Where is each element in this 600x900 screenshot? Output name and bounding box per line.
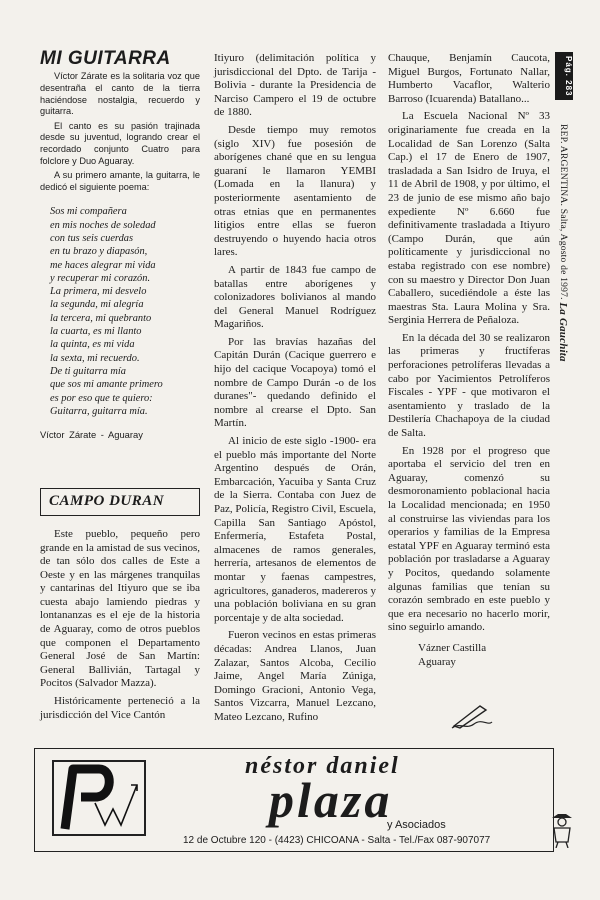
body-paragraph: La Escuela Nacional Nº 33 originariamente fue creada en la Localidad de San Lorenzo (Salta Cap.) el 17 de Enero de 1907, trasladada a San Isidro de Iruya, el 11 de Abril de 1908, y por último, el 23 de junio de ese mismo año bajo expediente Nº 6.660 fue definitivamente trasladada a Itiyuro (Campo Durán, que aún políticamente y jurisdiccional no estaba registrado con ese nombre) con su maestro y Director Don Juan Caballero, sucediéndole a éste las maestras Sta. Laura Molina y Sra. Serginia Herrera de Peñaloza. — [388, 110, 550, 327]
poem-line: la cuarta, es mi llanto — [50, 326, 142, 338]
poem-line: la sexta, mi recuerdo. — [50, 352, 140, 364]
poem-line: Guitarra, guitarra mía. — [50, 405, 148, 417]
ad-name-top: néstor daniel — [245, 753, 400, 779]
body-paragraph: Itiyuro (delimitación política y jurisdiccional del Dpto. de Tarija - Bolivia - durante la Presidencia de Narciso Campero el 19 de octubre de 1880. — [214, 52, 376, 119]
body-paragraph: Históricamente perteneció a la jurisdicción del Vice Cantón — [40, 695, 200, 721]
plaza-logo-icon — [51, 759, 147, 837]
article-body — [40, 528, 200, 722]
poem-line: La primera, mi desvelo — [50, 286, 147, 298]
poem-line: y recuperar mi corazón. — [50, 272, 151, 284]
masthead-title: La Gauchita — [557, 302, 569, 362]
masthead-line — [557, 124, 569, 362]
section-title-box — [40, 488, 200, 516]
body-paragraph: Este pueblo, pequeño pero grande en la amistad de sus vecinos, de tan sólo dos calles de Este a Oeste y en las márgenes tranquilas y cantarinas del Itiyuro que se iba cuesta abajo lamiendo piedras y lontananzas es el eje de la historia de Aguaray, como de otros pueblos que componen el Departamento General José de San Martín: General Ballivián, Tartagal y Pocitos (Salvador Mazza). — [40, 527, 200, 690]
masthead-prefix: REP. ARGENTINA. Salta, Agosto de 1997. — [558, 124, 569, 300]
signature-name: Vázner Castilla — [418, 641, 487, 654]
body-paragraph: Fueron vecinos en estas primeras décadas: Andrea Llanos, Juan Zalazar, Santos Alcoba, Cecilio Jaime, Angel María Zúniga, Domingo Gracioni, Antonio Vega, Santos Vizcarra, Manuel Lezcano, Mateo Lezcano, Rufino — [214, 629, 376, 723]
poem-line: en mis noches de soledad — [50, 219, 156, 231]
body-paragraph: En 1928 por el progreso que aportaba el servicio del tren en Aguaray, comenzó su desmoronamiento poblacional hacia la Localidad mencionada; en 1950 al construirse las viviendas para los operarios y familias de la Empresa estatal YPF en Aguaray terminó esta población por trasladarse a Aguaray y Pocitos, quedando solamente algunas familias que tenían su corazón sembrado en este pueblo y que era necesario no hacerlo morir, sino seguirlo amando. — [388, 444, 550, 634]
ad-address: 12 de Octubre 120 - (4423) CHICOANA - Salta - Tel./Fax 087-907077 — [183, 835, 491, 846]
intro-paragraph: El canto es su pasión trajinada desde su juventud, logrando crear el recordado conjunto Cuatro para folclore y Duo Aguaray. — [40, 120, 200, 166]
intro — [40, 71, 200, 193]
body-paragraph: Por las bravías hazañas del Capitán Durán (Cacique guerrero e hijo del cacique Vocapoya) tomó el nombre de Campo Durán -o de los duranes"- quedando definido el nombre al crearse el Dpto. San Martín. — [214, 335, 376, 430]
article-title: MI GUITARRA — [40, 48, 171, 69]
side-masthead — [555, 52, 575, 362]
poem-line: me haces alegrar mi vida — [50, 259, 156, 271]
gaucho-figure-icon — [548, 808, 576, 848]
signature-place: Aguaray — [418, 655, 456, 668]
page-number: Pág. 283 — [555, 52, 573, 100]
ad-subtitle: y Asociados — [387, 819, 446, 831]
poem-line: la quinta, es mi vida — [50, 339, 135, 351]
poem-line: es por eso que te quiero: — [50, 392, 153, 404]
ad-name-main: plaza — [269, 772, 393, 828]
column-3 — [388, 52, 550, 669]
intro-paragraph: A su primero amante, la guitarra, le dedicó el siguiente poema: — [40, 170, 200, 192]
poem-line: la tercera, mi quebranto — [50, 312, 152, 324]
poem-line: De ti guitarra mía — [50, 365, 126, 377]
pen-writing-icon — [450, 700, 494, 730]
body-paragraph: Al inicio de este siglo -1900- era el pueblo más importante del Norte Argentino después de Orán, Embarcación, Yacuiba y Santa Cruz de la Sierra. Contaba con Juez de Paz, Policía, Registro Civil, Escuela, Capilla San Santiago Apóstol, Enfermería, Estafeta Postal, almacenes de ramos generales, herrería, artesanos de elementos de montar y faenas campestres, agricultores, ganaderos, madereros y una población boliviana en su gran porcentaje y de alta sociedad. — [214, 435, 376, 624]
poem-line: en tu brazo y diapasón, — [50, 246, 148, 258]
intro-paragraph: Víctor Zárate es la solitaria voz que desentraña el canto de la tierra haciéndose nostalgia, recuerdo y guitarra. — [40, 71, 200, 117]
article-signature — [418, 641, 550, 669]
advertisement — [34, 748, 554, 852]
body-paragraph: En la década del 30 se realizaron las primeras y fructíferas perforaciones petrolíferas llevadas a cabo por Yacimientos Petrolíferos Fiscales - YPF - que motivaron el asentamiento y traslado de la Destilería Chachapoya de la ciudad de Salta. — [388, 331, 550, 440]
body-paragraph: A partir de 1843 fue campo de batallas entre aborígenes y colonizadores bolivianos al mando del General Manuel Rodríguez Magariños. — [214, 263, 376, 331]
column-2 — [214, 52, 376, 729]
poem-line: que sos mi amante primero — [50, 379, 163, 391]
poem-line: Sos mi compañera — [50, 206, 127, 218]
section-title: CAMPO DURAN — [49, 492, 165, 509]
body-paragraph: Chauque, Benjamín Caucota, Miguel Burgos, Fortunato Nallar, Humberto Vacaflor, Walterio Barroso (Icuarenda) Batallano... — [388, 52, 550, 105]
poem — [50, 205, 200, 418]
poem-line: con tus seis cuerdas — [50, 232, 134, 244]
poem-line: la segunda, mi alegría — [50, 299, 144, 311]
poem-signature: Víctor Zárate - Aguaray — [40, 429, 143, 441]
column-1 — [40, 48, 200, 726]
body-paragraph: Desde tiempo muy remotos (siglo XIV) fue posesión de aborígenes chané que en su lengua guaraní le llamaron YEMBI (Lomada en la llanura) y posteriormente asentamiento de otras etnias que en permanentes litigios entre ellas se fueron destruyendo o huyendo hacia otros lares. — [214, 123, 376, 259]
